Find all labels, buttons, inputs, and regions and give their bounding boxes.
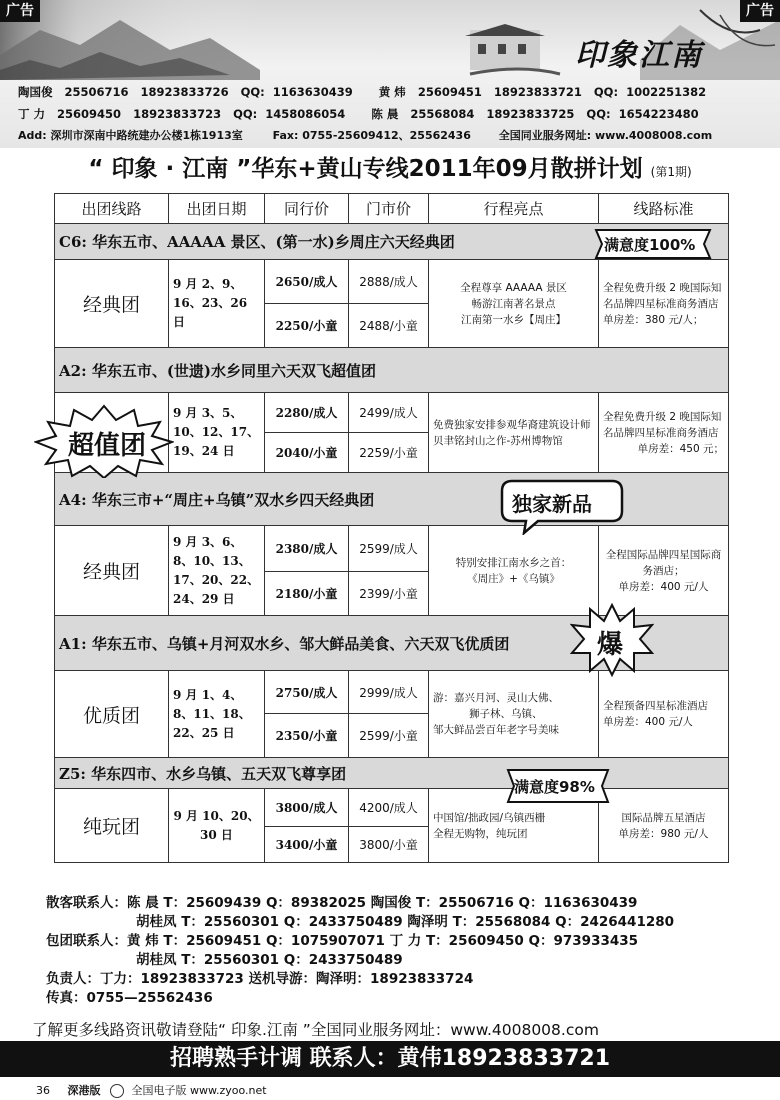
title-issue: (第1期): [650, 165, 692, 179]
standard-line: 全程免费升级 2 晚国际知名品牌四星标准商务酒店: [603, 281, 722, 310]
highlights-cell: [429, 526, 599, 616]
contact-row: 包团联系人：黄 炜 T：25609451 Q：1075907071 丁 力 T：25609450 Q：973933435: [46, 933, 639, 949]
group-name: 经典团: [55, 526, 169, 616]
route-title: C6: 华东五市、AAAAA 景区、(第一水)乡周庄六天经典团: [55, 224, 729, 260]
highlights-cell: [429, 671, 599, 758]
table-row: [55, 789, 729, 827]
edition-label: 深港版: [67, 1084, 101, 1097]
contact-qq-label: QQ:: [586, 107, 611, 121]
contact-qq-label: QQ:: [593, 85, 619, 99]
contact-name: 陶国俊: [18, 85, 53, 99]
table-row: [55, 260, 729, 304]
page-footer: [36, 1082, 267, 1098]
header-contacts-row-2: [18, 106, 707, 122]
contact-phone: 25609450: [57, 107, 122, 121]
adult-door-price: 2999/成人: [349, 671, 429, 714]
adult-price: 2650/成人: [265, 260, 349, 304]
contact-section: [46, 894, 766, 1008]
group-dates: 9 月 1、4、8、11、18、22、25 日: [169, 671, 265, 758]
route-row: [55, 348, 729, 393]
standard-cell: [599, 671, 729, 758]
group-name: 优质团: [55, 671, 169, 758]
highlights-cell: [429, 393, 599, 473]
contact-mobile: 18923833725: [486, 107, 575, 121]
highlight-line: 全程尊享 AAAAA 景区: [460, 281, 567, 294]
child-price: 2180/小童: [265, 572, 349, 616]
adult-price: 2750/成人: [265, 671, 349, 714]
group-dates: 9 月 3、6、8、10、13、17、20、22、24、29 日: [169, 526, 265, 616]
standard-line: 单房差：400 元/人: [618, 580, 709, 593]
adult-price: 3800/成人: [265, 789, 349, 827]
route-row: [55, 473, 729, 526]
ad-label-left: 广告: [0, 0, 40, 22]
standard-line: 全程预备四星标准酒店: [603, 700, 708, 712]
standard-line: 单房差：450 元；: [637, 442, 724, 455]
contact-name: 丁 力: [18, 107, 46, 121]
standard-cell: [599, 393, 729, 473]
adult-door-price: 2499/成人: [349, 393, 429, 433]
header-banner: [0, 0, 780, 148]
standard-cell: [599, 260, 729, 348]
highlight-line: 狮子林、乌镇、: [469, 708, 543, 720]
recruit-banner: 招聘熟手计调 联系人：黄伟18923833721: [0, 1041, 780, 1077]
adult-price: 2380/成人: [265, 526, 349, 572]
contact-row: 散客联系人：陈 晨 T：25609439 Q：89382025 陶国俊 T：25506716 Q：1163630439: [46, 895, 638, 911]
adult-door-price: 2888/成人: [349, 260, 429, 304]
standard-line: 全程国际品牌四星国际商务酒店；: [605, 548, 722, 577]
group-dates: 9 月 3、5、10、12、17、19、24 日: [169, 393, 265, 473]
address-text: Add: 深圳市深南中路统建办公楼1栋1913室: [18, 129, 243, 142]
contact-row: 传真：0755—25562436: [46, 990, 213, 1006]
highlight-line: 畅游江南著名景点: [471, 297, 556, 310]
child-door-price: 2488/小童: [349, 304, 429, 348]
group-dates: 9 月 10、20、30 日: [169, 789, 265, 863]
highlight-line: 邹大鲜品尝百年老字号美味: [433, 724, 559, 736]
exclusive-text: 独家新品: [512, 492, 592, 516]
highlight-line: 免费独家安排参观华裔建筑设计师贝聿铭封山之作-苏州博物馆: [433, 418, 591, 447]
child-price: 2040/小童: [265, 433, 349, 473]
header-address-row: [18, 127, 720, 143]
header-contacts-row-1: [18, 84, 714, 100]
adult-door-price: 4200/成人: [349, 789, 429, 827]
contact-qq: 1458086054: [265, 107, 346, 121]
standard-line: 国际品牌五星酒店: [621, 811, 706, 824]
scenery-illustration: [0, 0, 780, 148]
standard-line: 单房差：400 元/人: [603, 716, 693, 728]
child-door-price: 2599/小童: [349, 714, 429, 758]
hot-text: 爆: [597, 630, 624, 660]
table-row: [55, 526, 729, 572]
contact-qq: 1654223480: [618, 107, 699, 121]
highlight-line: 中国馆/拙政园/乌镇西栅: [433, 811, 546, 824]
tour-plan-table: [54, 193, 729, 863]
contact-qq-label: QQ:: [233, 107, 258, 121]
contact-row: 负责人：丁力：18923833723 送机导游：陶泽明：18923833724: [46, 971, 474, 987]
col-header: 同行价: [265, 194, 349, 224]
standard-line: 单房差：980 元/人: [618, 827, 709, 840]
group-dates: 9 月 2、9、16、23、26 日: [169, 260, 265, 348]
contact-row: 胡桂凤 T：25560301 Q：2433750489: [136, 952, 403, 968]
highlight-line: 特别安排江南水乡之首：: [455, 556, 572, 569]
page-title: [0, 150, 780, 183]
footer-site[interactable]: 全国电子版 www.zyoo.net: [131, 1084, 267, 1097]
contact-mobile: 18923833723: [133, 107, 222, 121]
super-value-text: 超值团: [68, 431, 147, 461]
contact-qq: 1002251382: [626, 85, 707, 99]
route-row: [55, 758, 729, 789]
group-name: 纯玩团: [55, 789, 169, 863]
standard-cell: [599, 526, 729, 616]
page-number: 36: [36, 1084, 50, 1097]
child-door-price: 2259/小童: [349, 433, 429, 473]
contact-name: 陈 晨: [371, 107, 399, 121]
highlights-cell: [429, 260, 599, 348]
contact-qq: 1163630439: [272, 85, 353, 99]
contact-mobile: 18923833726: [140, 85, 229, 99]
group-name: 经典团: [55, 260, 169, 348]
child-price: 2350/小童: [265, 714, 349, 758]
route-title: A1: 华东五市、乌镇+月河双水乡、邹大鲜品美食、六天双飞优质团: [55, 616, 729, 671]
contact-phone: 25506716: [64, 85, 129, 99]
edition-logo-icon: [110, 1084, 124, 1098]
adult-price: 2280/成人: [265, 393, 349, 433]
route-title: A4: 华东三市+“周庄+乌镇”双水乡四天经典团: [55, 473, 729, 526]
highlight-line: 游：嘉兴月河、灵山大佛、: [433, 692, 559, 704]
fax-text: Fax: 0755-25609412、25562436: [272, 129, 471, 142]
contact-phone: 25568084: [410, 107, 475, 121]
contact-name: 黄 炜: [378, 85, 406, 99]
contact-mobile: 18923833721: [493, 85, 582, 99]
contact-row: 胡桂凤 T：25560301 Q：2433750489 陶泽明 T：25568084 Q：2426441280: [136, 914, 675, 930]
standard-cell: [599, 789, 729, 863]
child-door-price: 3800/小童: [349, 827, 429, 863]
satisfaction-100-text: 满意度100%: [604, 236, 696, 254]
ad-label-right: 广告: [740, 0, 780, 22]
logo-text: 印象江南: [575, 38, 703, 73]
more-info-line[interactable]: 了解更多线路资讯敬请登陆“ 印象.江南 ”全国同业服务网址：www.4008008.com: [32, 1021, 599, 1039]
contact-qq-label: QQ:: [240, 85, 265, 99]
standard-line: 全程免费升级 2 晚国际知名品牌四星标准商务酒店: [603, 410, 722, 439]
table-header-row: [55, 194, 729, 224]
satisfaction-98-text: 满意度98%: [514, 778, 595, 796]
col-header: 线路标准: [599, 194, 729, 224]
route-title: Z5: 华东四市、水乡乌镇、五天双飞尊享团: [55, 758, 729, 789]
highlight-line: 全程无购物，纯玩团: [433, 827, 528, 840]
child-price: 3400/小童: [265, 827, 349, 863]
col-header: 出团线路: [55, 194, 169, 224]
title-main: “ 印象 · 江南 ”华东+黄山专线2011年09月散拼计划: [88, 156, 643, 182]
standard-line: 单房差：380 元/人；: [603, 313, 704, 326]
col-header: 出团日期: [169, 194, 265, 224]
adult-door-price: 2599/成人: [349, 526, 429, 572]
col-header: 门市价: [349, 194, 429, 224]
contact-phone: 25609451: [417, 85, 482, 99]
highlight-line: 《周庄》+《乌镇》: [467, 572, 560, 585]
site-text[interactable]: 全国同业服务网址: www.4008008.com: [498, 129, 713, 142]
child-door-price: 2399/小童: [349, 572, 429, 616]
highlight-line: 江南第一水乡【周庄】: [461, 313, 566, 326]
col-header: 行程亮点: [429, 194, 599, 224]
child-price: 2250/小童: [265, 304, 349, 348]
route-title: A2: 华东五市、(世遗)水乡同里六天双飞超值团: [55, 348, 729, 393]
